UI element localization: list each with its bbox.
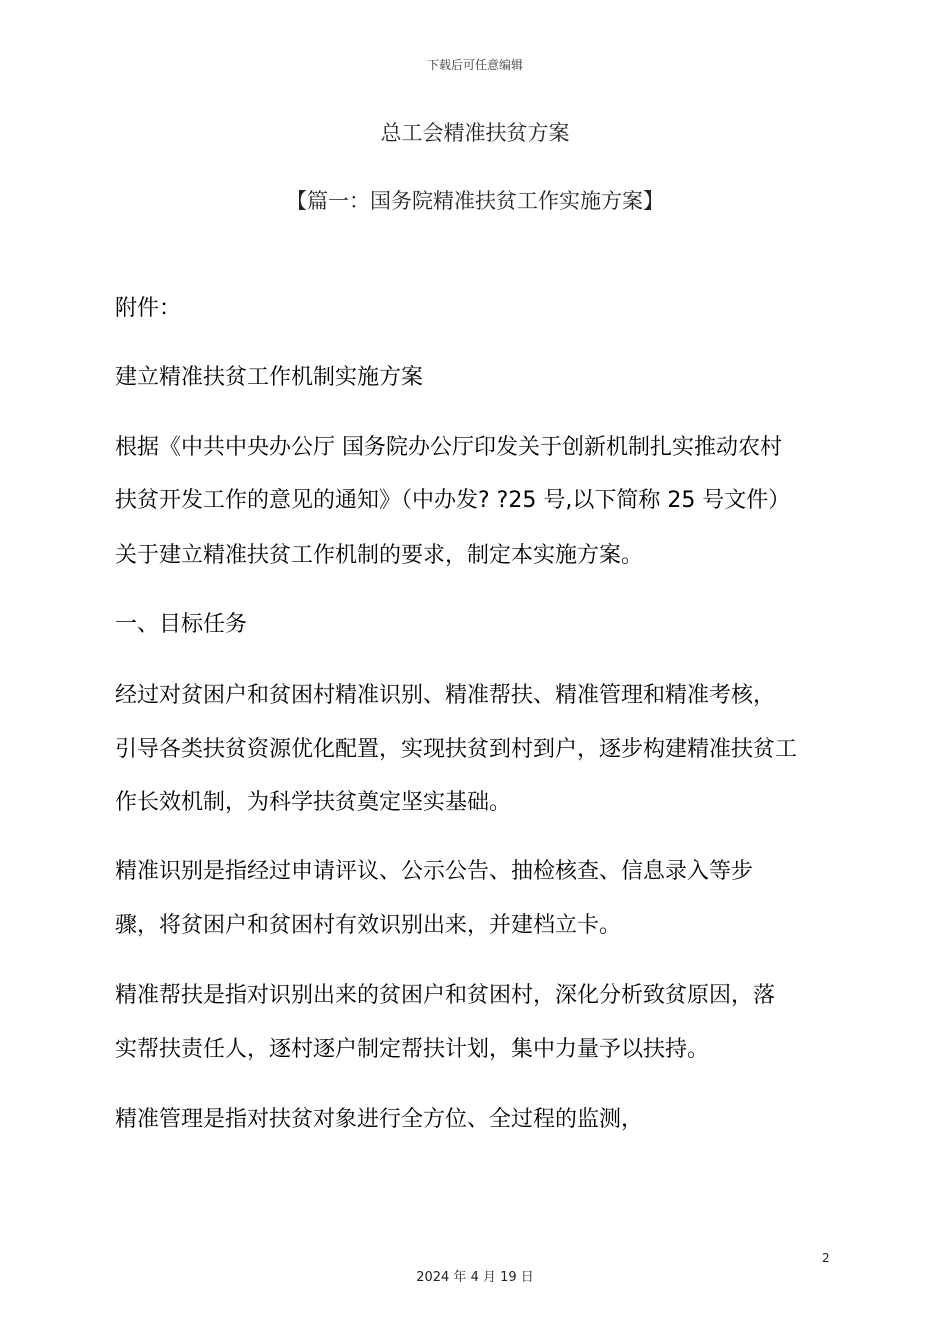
header-note: 下载后可任意编辑 <box>426 58 523 72</box>
page-number: 2 <box>822 1251 830 1265</box>
text-line: 骤，将贫困户和贫困村有效识别出来，并建档立卡。 <box>115 913 622 938</box>
text-line: 引导各类扶贫资源优化配置，实现扶贫到村到户，逐步构建精准扶贫工 <box>115 737 798 762</box>
text-line: 附件： <box>115 296 182 321</box>
document-title: 总工会精准扶贫方案 <box>380 121 570 145</box>
text-line: 作长效机制，为科学扶贫奠定坚实基础。 <box>115 790 512 815</box>
footer-date: 2024 年 4 月 19 日 <box>416 1270 534 1285</box>
text-line: 扶贫开发工作的意见的通知》（中办发? ?25 号,以下简称 25 号文件） <box>115 488 791 513</box>
text-line: 建立精准扶贫工作机制实施方案 <box>115 365 424 390</box>
text-line: 精准帮扶是指对识别出来的贫困户和贫困村，深化分析致贫原因，落 <box>115 983 776 1008</box>
text-line: 精准识别是指经过申请评议、公示公告、抽检核查、信息录入等步 <box>115 859 754 884</box>
text-line: 精准管理是指对扶贫对象进行全方位、全过程的监测， <box>115 1107 644 1132</box>
text-line: 根据《中共中央办公厅 国务院办公厅印发关于创新机制扎实推动农村 <box>115 435 782 460</box>
text-line: 一、目标任务 <box>115 612 248 637</box>
document-subtitle: 【篇一：国务院精准扶贫工作实施方案】 <box>286 189 664 213</box>
text-line: 实帮扶责任人，逐村逐户制定帮扶计划，集中力量予以扶持。 <box>115 1037 710 1062</box>
text-line: 经过对贫困户和贫困村精准识别、精准帮扶、精准管理和精准考核， <box>115 683 776 708</box>
text-line: 关于建立精准扶贫工作机制的要求，制定本实施方案。 <box>115 543 644 568</box>
